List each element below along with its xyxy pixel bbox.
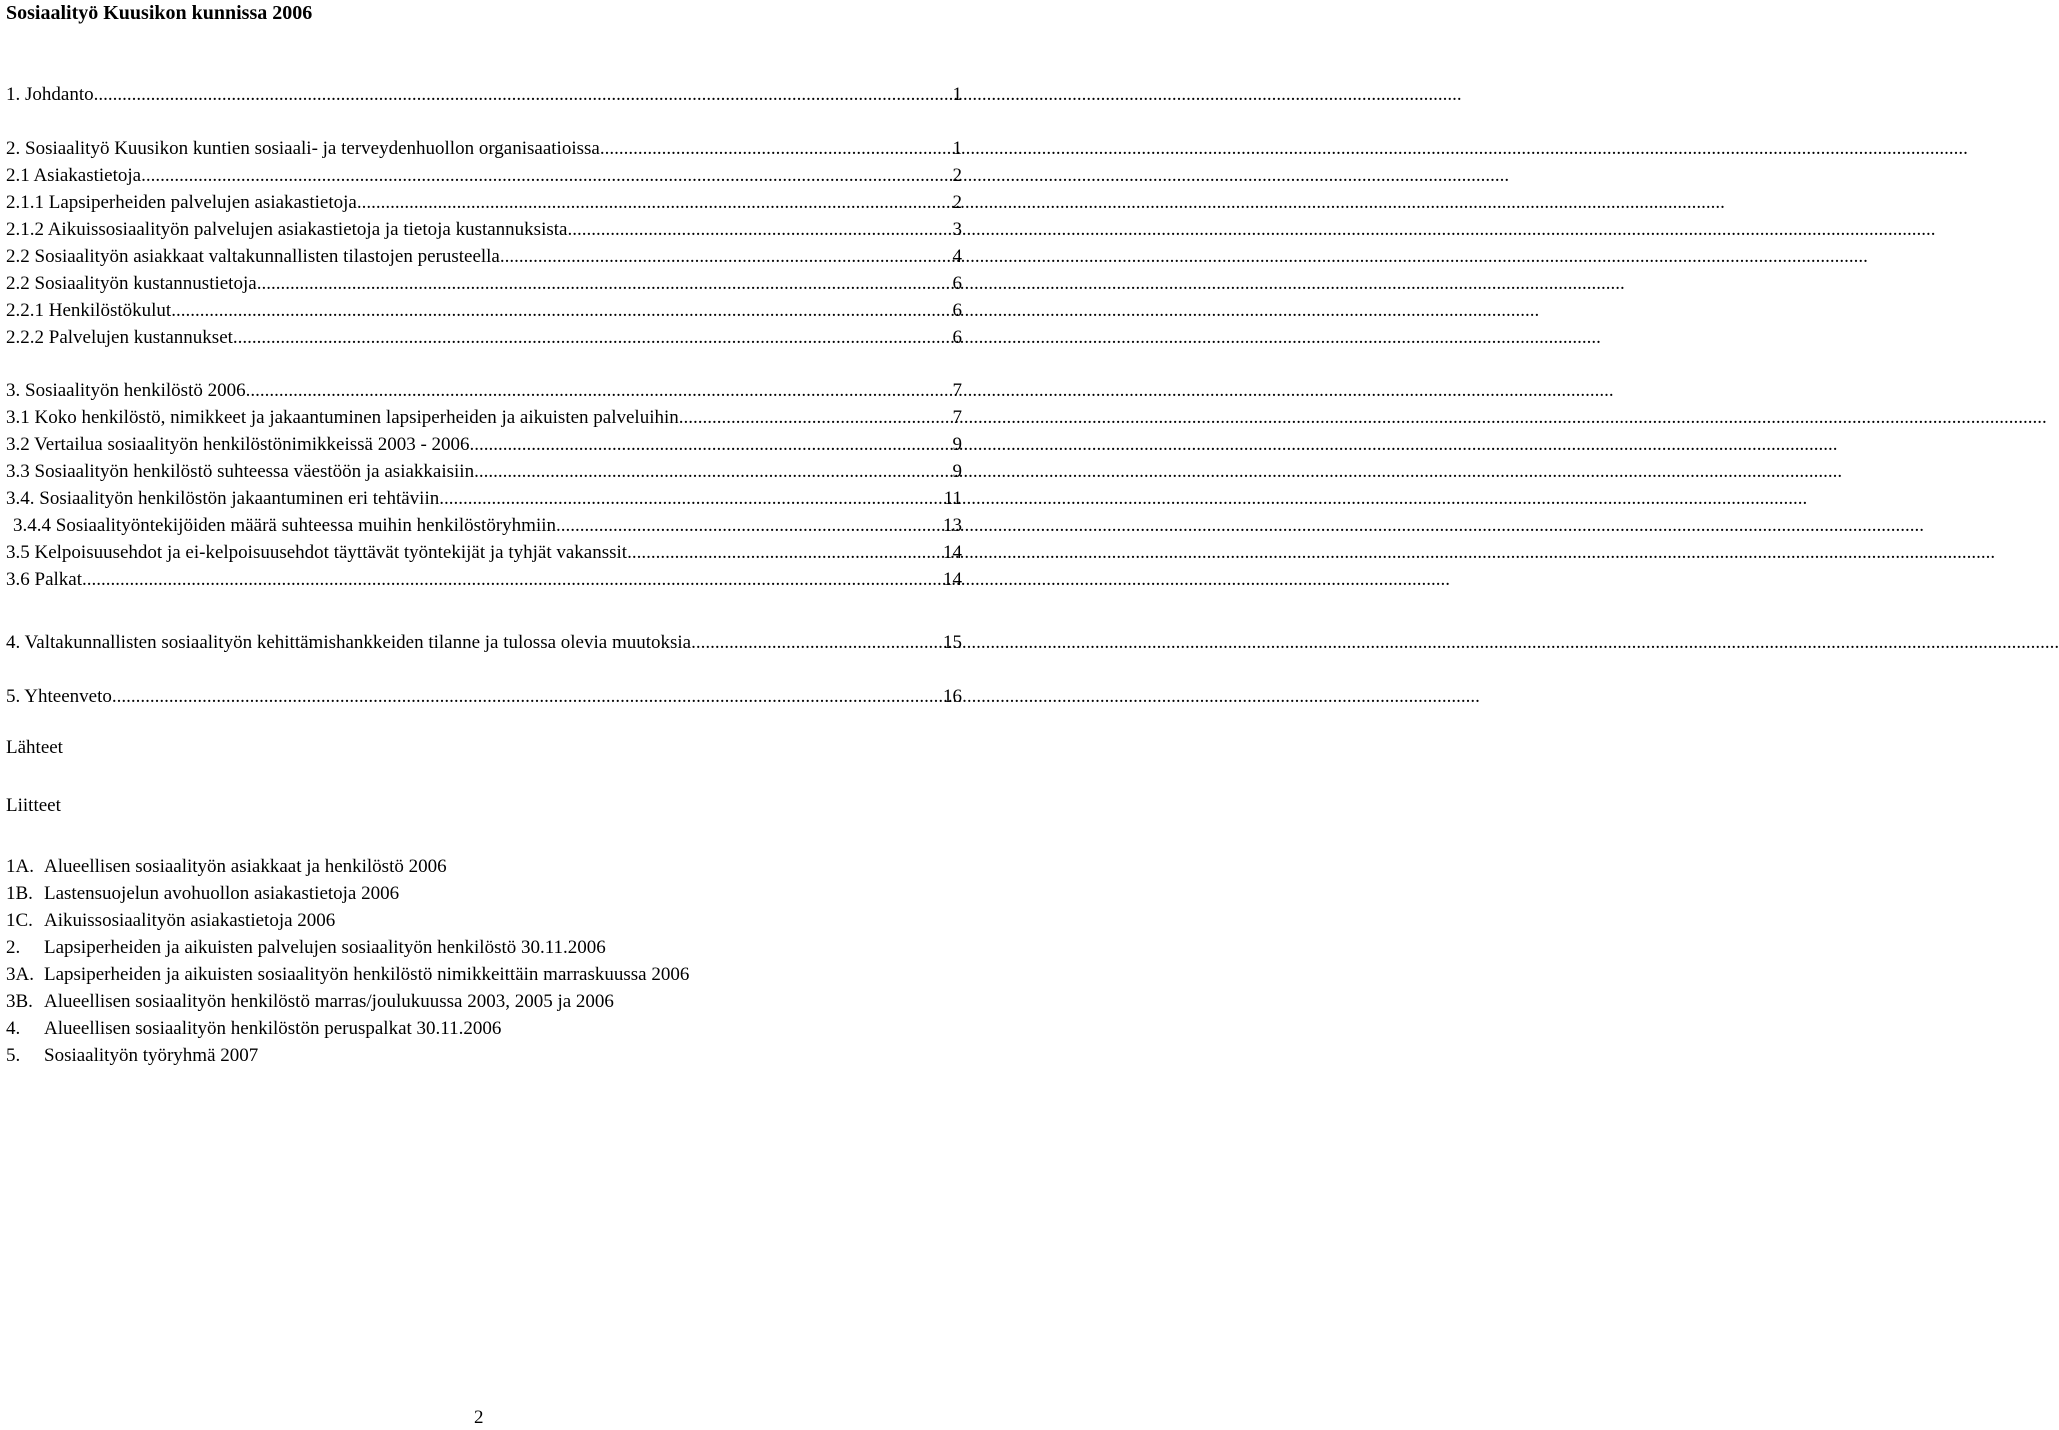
toc-entry-label: 3.4. Sosiaalityön henkilöstön jakaantuminen eri tehtäviin xyxy=(6,488,440,509)
toc-entry-label: 3.4.4 Sosiaalityöntekijöiden määrä suhteessa muihin henkilöstöryhmiin xyxy=(13,515,557,536)
toc-leader xyxy=(257,271,952,297)
toc-entry-3-4[interactable] xyxy=(6,486,962,512)
appendix-item xyxy=(6,1016,501,1042)
appendix-item xyxy=(6,908,335,934)
toc-entry-page: 3 xyxy=(952,219,962,240)
toc-leader xyxy=(470,432,952,458)
appendix-text: Lapsiperheiden ja aikuisten sosiaalityön henkilöstö nimikkeittäin marraskuussa 2006 xyxy=(44,964,690,985)
toc-entry-label: 2.2 Sosiaalityön asiakkaat valtakunnallisten tilastojen perusteella xyxy=(6,246,500,267)
toc-entry-2-2-1[interactable] xyxy=(6,298,962,324)
toc-entry-label: 3.2 Vertailua sosiaalityön henkilöstönimikkeissä 2003 - 2006 xyxy=(6,434,470,455)
toc-entry-section-2[interactable] xyxy=(6,136,962,162)
appendix-item xyxy=(6,962,689,988)
toc-entry-2-2-clients[interactable] xyxy=(6,244,962,270)
appendix-text: Sosiaalityön työryhmä 2007 xyxy=(44,1045,259,1066)
toc-entry-label: 2.2 Sosiaalityön kustannustietoja xyxy=(6,273,257,294)
toc-entry-label: 3.3 Sosiaalityön henkilöstö suhteessa väestöön ja asiakkaisiin xyxy=(6,461,475,482)
toc-leader xyxy=(567,217,951,243)
toc-leader xyxy=(627,540,942,566)
toc-entry-label: 4. Valtakunnallisten sosiaalityön kehittämishankkeiden tilanne ja tulossa olevia muutoksia xyxy=(6,632,692,653)
toc-entry-page: 14 xyxy=(943,569,962,590)
toc-entry-label: 3.5 Kelpoisuusehdot ja ei-kelpoisuusehdot täyttävät työntekijät ja tyhjät vakanssit xyxy=(6,542,628,563)
appendix-text: Alueellisen sosiaalityön asiakkaat ja henkilöstö 2006 xyxy=(44,856,447,877)
toc-entry-2-2-2[interactable] xyxy=(6,325,962,351)
sources-heading: Lähteet xyxy=(6,737,63,758)
appendix-number: 3B. xyxy=(6,991,33,1012)
toc-leader xyxy=(500,244,952,270)
appendix-number: 2. xyxy=(6,937,21,958)
toc-entry-page: 2 xyxy=(952,192,962,213)
toc-leader xyxy=(94,82,952,108)
toc-entry-page: 9 xyxy=(952,461,962,482)
toc-entry-section-4[interactable] xyxy=(6,630,962,656)
toc-leader xyxy=(439,486,942,512)
toc-entry-label: 2.1.1 Lapsiperheiden palvelujen asiakastietoja xyxy=(6,192,357,213)
toc-entry-2-1[interactable] xyxy=(6,163,962,189)
appendix-item xyxy=(6,989,614,1015)
toc-entry-label: 2. Sosiaalityö Kuusikon kuntien sosiaali- ja terveydenhuollon organisaatioissa xyxy=(6,138,600,159)
toc-leader xyxy=(141,163,951,189)
toc-entry-label: 3.1 Koko henkilöstö, nimikkeet ja jakaantuminen lapsiperheiden ja aikuisten palveluihin xyxy=(6,407,679,428)
toc-entry-page: 6 xyxy=(952,327,962,348)
toc-entry-page: 7 xyxy=(952,407,962,428)
toc-entry-label: 2.1 Asiakastietoja xyxy=(6,165,142,186)
toc-entry-label: 2.2.2 Palvelujen kustannukset xyxy=(6,327,233,348)
document-title: Sosiaalityö Kuusikon kunnissa 2006 xyxy=(6,2,313,24)
appendix-item xyxy=(6,1043,258,1069)
appendix-text: Lastensuojelun avohuollon asiakastietoja 2006 xyxy=(44,883,400,904)
page-number: 2 xyxy=(474,1407,484,1428)
appendix-number: 3A. xyxy=(6,964,34,985)
appendix-number: 1C. xyxy=(6,910,33,931)
toc-entry-page: 4 xyxy=(952,246,962,267)
toc-entry-2-2-costs[interactable] xyxy=(6,271,962,297)
toc-leader xyxy=(556,513,942,539)
appendix-number: 4. xyxy=(6,1018,21,1039)
toc-leader xyxy=(112,684,942,710)
toc-entry-page: 2 xyxy=(952,165,962,186)
toc-entry-page: 11 xyxy=(943,488,962,509)
toc-entry-page: 9 xyxy=(952,434,962,455)
toc-entry-3-6[interactable] xyxy=(6,567,962,593)
toc-leader xyxy=(679,405,952,431)
toc-entry-johdanto[interactable] xyxy=(6,82,962,108)
toc-entry-2-1-1[interactable] xyxy=(6,190,962,216)
appendix-item xyxy=(6,854,447,880)
toc-entry-page: 14 xyxy=(943,542,962,563)
toc-entry-page: 13 xyxy=(943,515,962,536)
toc-entry-page: 6 xyxy=(952,273,962,294)
appendix-text: Aikuissosiaalityön asiakastietoja 2006 xyxy=(44,910,336,931)
toc-leader xyxy=(171,298,951,324)
toc-entry-page: 1 xyxy=(952,138,962,159)
toc-entry-page: 7 xyxy=(952,380,962,401)
toc-entry-3-5[interactable] xyxy=(6,540,962,566)
appendix-number: 5. xyxy=(6,1045,21,1066)
appendix-number: 1B. xyxy=(6,883,33,904)
toc-leader xyxy=(474,459,951,485)
appendix-item xyxy=(6,935,606,961)
toc-entry-3-4-4[interactable] xyxy=(13,513,962,539)
toc-entry-2-1-2[interactable] xyxy=(6,217,962,243)
appendices-heading: Liitteet xyxy=(6,795,61,816)
appendix-item xyxy=(6,881,399,907)
toc-entry-label: 3.6 Palkat xyxy=(6,569,82,590)
toc-entry-3-3[interactable] xyxy=(6,459,962,485)
toc-entry-page: 1 xyxy=(952,84,962,105)
appendix-text: Lapsiperheiden ja aikuisten palvelujen sosiaalityön henkilöstö 30.11.2006 xyxy=(44,937,606,958)
toc-entry-label: 1. Johdanto xyxy=(6,84,94,105)
toc-entry-3-2[interactable] xyxy=(6,432,962,458)
toc-entry-label: 5. Yhteenveto xyxy=(6,686,112,707)
toc-entry-page: 15 xyxy=(943,632,962,653)
appendix-text: Alueellisen sosiaalityön henkilöstön peruspalkat 30.11.2006 xyxy=(44,1018,502,1039)
toc-entry-section-3[interactable] xyxy=(6,378,962,404)
toc-leader xyxy=(233,325,952,351)
toc-leader xyxy=(246,378,952,404)
toc-leader xyxy=(600,136,952,162)
toc-entry-3-1[interactable] xyxy=(6,405,962,431)
toc-leader xyxy=(82,567,942,593)
toc-entry-label: 2.1.2 Aikuissosiaalityön palvelujen asiakastietoja ja tietoja kustannuksista xyxy=(6,219,568,240)
toc-leader xyxy=(691,630,942,656)
appendix-text: Alueellisen sosiaalityön henkilöstö marras/joulukuussa 2003, 2005 ja 2006 xyxy=(44,991,614,1012)
toc-entry-page: 16 xyxy=(943,686,962,707)
toc-entry-label: 3. Sosiaalityön henkilöstö 2006 xyxy=(6,380,246,401)
toc-entry-label: 2.2.1 Henkilöstökulut xyxy=(6,300,172,321)
toc-entry-page: 6 xyxy=(952,300,962,321)
toc-entry-section-5[interactable] xyxy=(6,684,962,710)
toc-leader xyxy=(357,190,952,216)
appendix-number: 1A. xyxy=(6,856,34,877)
